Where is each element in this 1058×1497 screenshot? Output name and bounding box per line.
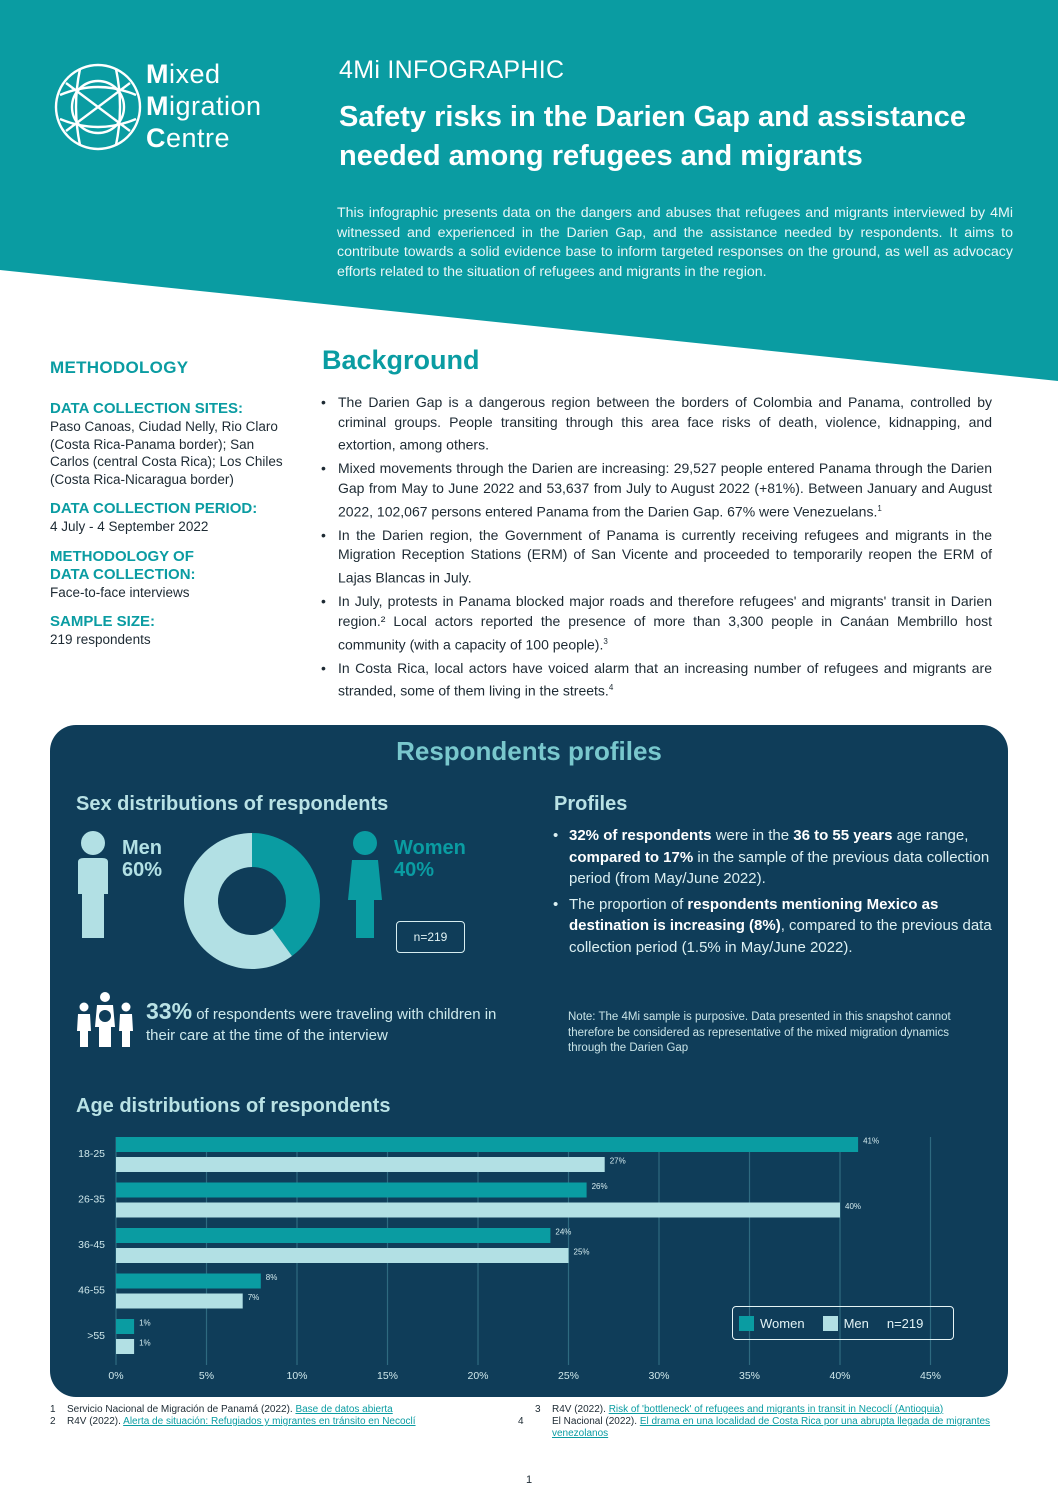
method-value: Face-to-face interviews	[50, 584, 190, 600]
background-item: • In July, protests in Panama blocked major roads and therefore refugees' and migrants' transit in Darien region.² Local actors reported the presence of more than 3,300 people in Canáan Membrillo host community (with a capacity of 100 people).$^3$	[320, 592, 992, 654]
legend-men-swatch	[823, 1316, 838, 1331]
period-value: 4 July - 4 September 2022	[50, 519, 209, 534]
age-chart-title: Age distributions of respondents	[76, 1095, 391, 1117]
bar-value-label: 24%	[555, 1227, 572, 1237]
men-label-block	[122, 837, 162, 881]
bar-value-label: 40%	[845, 1202, 862, 1211]
legend-women-swatch	[739, 1316, 754, 1331]
footnote-3-link[interactable]: Risk of 'bottleneck' of refugees and migrants in transit in Necoclí (Antioquia)	[608, 1404, 944, 1415]
men-label: Men	[122, 837, 162, 859]
chart-legend	[732, 1306, 954, 1340]
logo-line2-rest: igration	[169, 91, 262, 121]
x-tick-label: 20%	[467, 1370, 489, 1382]
bar-women	[116, 1183, 587, 1198]
bar-value-label: 25%	[573, 1247, 590, 1257]
intro-text: This infographic presents data on the dangers and abuses that refugees and migrants interviewed by 4Mi witnessed and experienced in the Darien Gap, and the assistance needed by respondents. It aims to contribute towards a solid evidence base to inform targeted responses on the ground, as well as advocacy efforts related to the situation of refugees and migrants in the region.	[337, 205, 1013, 281]
logo-wordmark: Mixed Migration Centre	[146, 59, 262, 153]
legend-women: Women	[739, 1316, 805, 1331]
x-tick-label: 0%	[108, 1370, 124, 1382]
bar-value-label: 1%	[139, 1338, 151, 1348]
x-tick-label: 45%	[919, 1370, 942, 1382]
x-tick-label: 40%	[829, 1370, 851, 1382]
x-tick-label: 10%	[286, 1370, 308, 1382]
profiles-subtitle: Profiles	[554, 793, 628, 815]
background-item: • Mixed movements through the Darien are increasing: 29,527 people entered Panama through the Darien Gap from May to June 2022 and 53,637 from July to August 2022 (+81%). Between January and August 2022, 102,067 persons entered Panama from the Darien Gap. 67% were Venezuelans.$^1$	[320, 459, 992, 521]
x-tick-label: 15%	[376, 1370, 399, 1382]
children-pct: 33%	[146, 998, 193, 1024]
kicker: 4Mi INFOGRAPHIC	[339, 56, 565, 84]
women-pct: 40%	[394, 859, 435, 881]
sites-label: DATA COLLECTION SITES:	[50, 400, 244, 417]
children-stat	[146, 998, 526, 1046]
bar-women	[116, 1137, 858, 1152]
footnote-4-link[interactable]: El drama en una localidad de Costa Rica por una abrupta llegada de migrantes venezolanos	[552, 1416, 991, 1439]
footnote-1: 1 Servicio Nacional de Migración de Panamá (2022). Base de datos abierta	[50, 1404, 393, 1415]
footnote-2: 2 R4V (2022). Alerta de situación: Refugiados y migrantes en tránsito en Necoclí	[50, 1416, 416, 1427]
men-pct: 60%	[122, 859, 163, 881]
bar-men	[116, 1339, 134, 1354]
y-category-label: 18-25	[78, 1148, 105, 1160]
sample-note: Note: The 4Mi sample is purposive. Data presented in this snapshot cannot therefore be considered as representative of the mixed migration dynamics through the Darien Gap	[568, 1011, 951, 1054]
profiles-item: • 32% of respondents were in the 36 to 55 years age range, compared to 17% in the sample of the previous data collection period (from May/June 2022).	[553, 825, 993, 890]
y-category-label: 36-45	[78, 1239, 105, 1251]
background-title: Background	[322, 345, 480, 375]
logo-line3-rest: entre	[166, 123, 231, 153]
bar-value-label: 8%	[265, 1273, 278, 1282]
bar-women	[116, 1319, 134, 1334]
legend-men: Men	[823, 1316, 869, 1331]
bar-women	[116, 1228, 550, 1243]
bar-women	[116, 1274, 261, 1289]
women-label: Women	[394, 837, 466, 859]
background-list	[320, 393, 992, 706]
page-title: Safety risks in the Darien Gap and assistance needed among refugees and migrants	[339, 101, 966, 172]
women-label-block	[394, 837, 466, 881]
footnote-2-link[interactable]: Alerta de situación: Refugiados y migrantes en tránsito en Necoclí	[123, 1416, 416, 1427]
family-icon	[75, 991, 135, 1049]
background-item: • In the Darien region, the Government of Panama is currently receiving refugees and migrants in the Migration Reception Stations (ERM) of San Vicente and proceeded to temporarily reopen the ERM of Lajas Blancas in July.	[320, 526, 992, 588]
x-tick-label: 5%	[198, 1370, 215, 1382]
profiles-list	[553, 825, 993, 962]
background-item: • In Costa Rica, local actors have voiced alarm that an increasing number of refugees and migrants are stranded, some of them living in the streets.$^4$	[320, 659, 992, 702]
page-number: 1	[525, 1474, 533, 1486]
man-icon	[74, 830, 112, 940]
x-tick-label: 25%	[557, 1370, 580, 1382]
sample-label: SAMPLE SIZE:	[50, 613, 156, 630]
woman-icon	[346, 830, 384, 940]
bar-men	[116, 1294, 243, 1309]
footnotes-left	[50, 1404, 520, 1428]
period-label: DATA COLLECTION PERIOD:	[50, 500, 258, 517]
profiles-title: Respondents profiles	[396, 736, 662, 766]
method-label-1: METHODOLOGY OF	[50, 547, 194, 565]
sex-chart-title: Sex distributions of respondents	[76, 793, 389, 815]
x-tick-label: 35%	[738, 1370, 761, 1382]
children-text: of respondents were traveling with children in their care at the time of the interview	[146, 1006, 497, 1044]
y-category-label: >55	[87, 1330, 105, 1342]
y-category-label: 26-35	[78, 1193, 105, 1206]
legend-n: n=219	[886, 1315, 924, 1331]
footnote-3: 3 R4V (2022). Risk of 'bottleneck' of refugees and migrants in transit in Necoclí (Antioquia)	[535, 1404, 944, 1415]
method-label-2: DATA COLLECTION:	[50, 565, 196, 583]
footnote-1-link[interactable]: Base de datos abierta	[295, 1404, 393, 1415]
methodology-panel	[50, 358, 290, 661]
bar-value-label: 7%	[247, 1293, 260, 1302]
respondents-panel	[50, 725, 1008, 1397]
sites-value: Paso Canoas, Ciudad Nelly, Rio Claro (Costa Rica-Panama border); San Carlos (central Costa Rica); Los Chiles (Costa Rica-Nicaragua border)	[50, 419, 283, 487]
bar-men	[116, 1203, 840, 1218]
sample-size-badge: n=219	[396, 921, 465, 953]
bar-men	[116, 1248, 569, 1263]
age-bar-chart	[50, 1125, 1008, 1387]
logo-line1-rest: ixed	[169, 59, 221, 89]
bar-men	[116, 1157, 605, 1172]
bar-value-label: 41%	[863, 1136, 880, 1146]
profiles-item: • The proportion of respondents mentioning Mexico as destination is increasing (8%), compared to the previous data collection period (1.5% in May/June 2022).	[553, 894, 993, 959]
methodology-heading: METHODOLOGY	[50, 358, 189, 377]
logo-icon	[50, 57, 150, 157]
bar-value-label: 27%	[609, 1156, 626, 1166]
footnotes-right	[518, 1404, 1005, 1440]
background-item: • The Darien Gap is a dangerous region between the borders of Colombia and Panama, controlled by criminal groups. People transiting through this area face risks of death, violence, kidnapping, and extortion, among others.	[320, 393, 992, 455]
sex-donut-chart	[181, 830, 323, 972]
footnote-4: 4 El Nacional (2022). El drama en una localidad de Costa Rica por una abrupta llegada de migrantes venezolanos	[518, 1416, 991, 1439]
y-category-label: 46-55	[78, 1284, 105, 1297]
x-tick-label: 30%	[648, 1370, 670, 1382]
bar-value-label: 1%	[139, 1318, 151, 1328]
sample-value: 219 respondents	[50, 632, 151, 647]
bar-value-label: 26%	[591, 1182, 608, 1191]
